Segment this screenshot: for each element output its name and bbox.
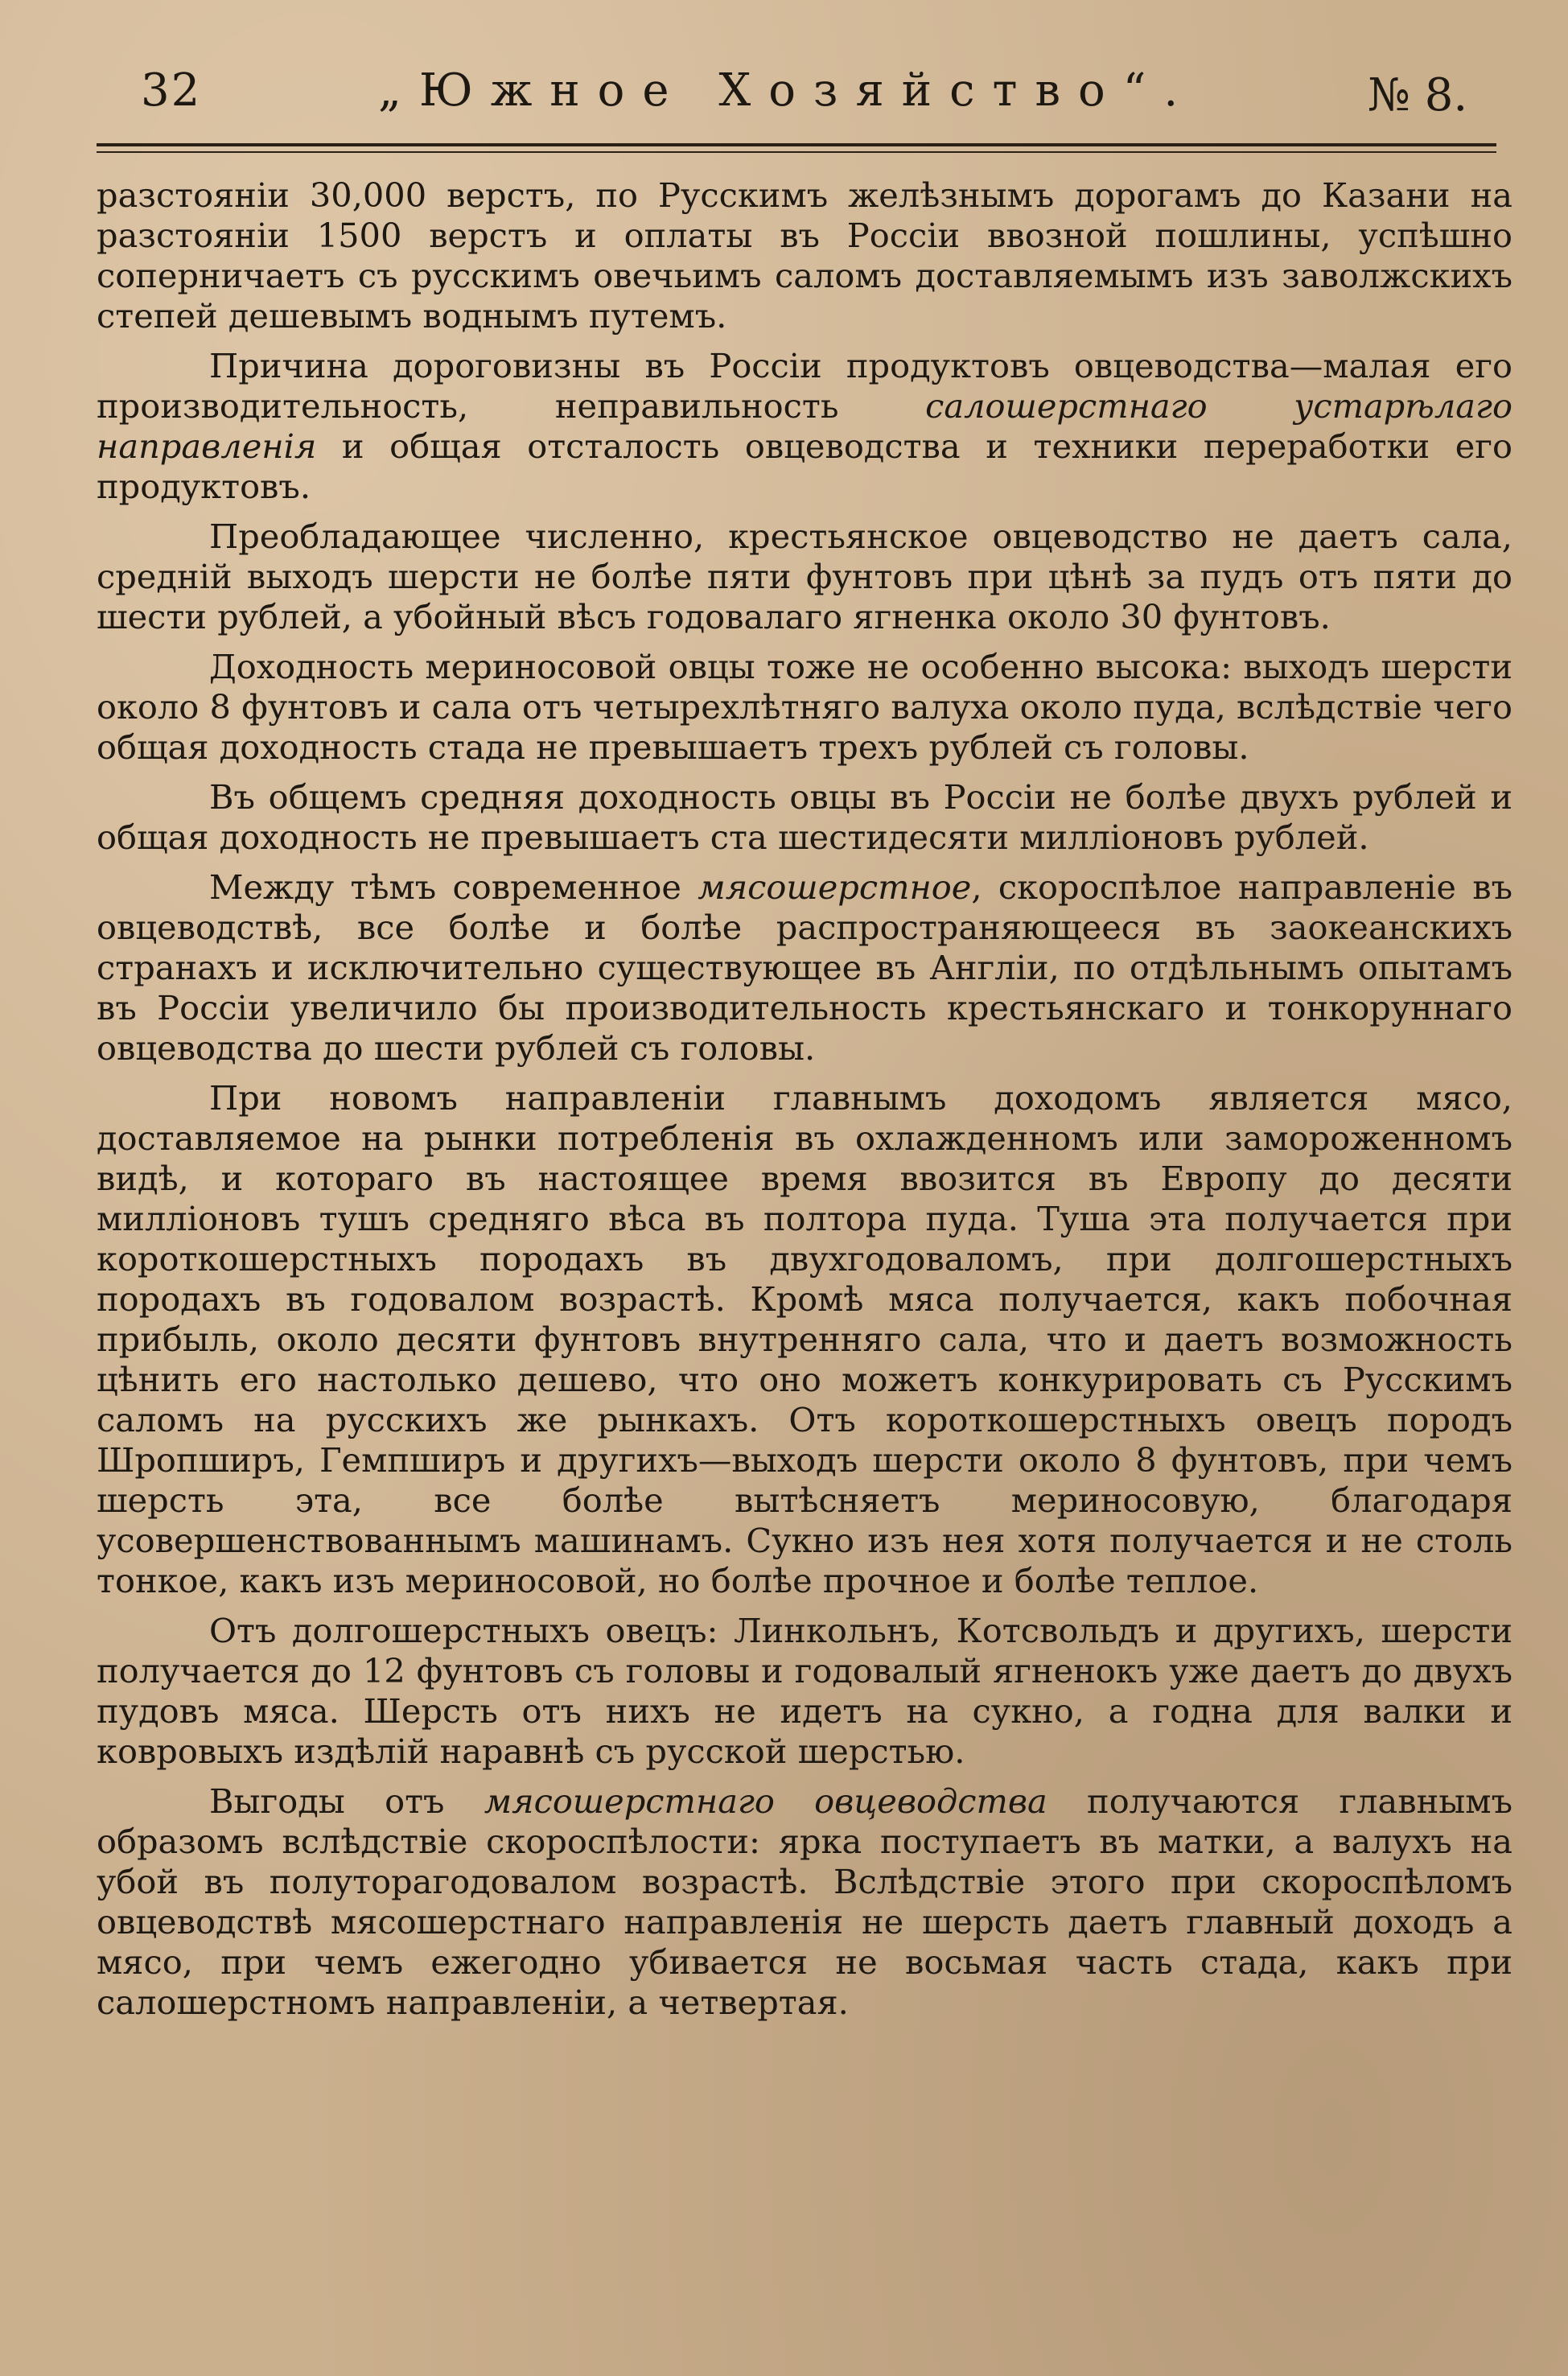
header-rule bbox=[97, 143, 1496, 146]
paragraph bbox=[97, 175, 1512, 336]
text-run: Доходность мериносовой овцы тоже не особенно высока: выходъ шерсти около 8 фунтовъ и сала отъ четырехлѣтняго валуха около пуда, вслѣдствіе чего общая доходность стада не превышаетъ трехъ рублей съ головы. bbox=[97, 647, 1512, 767]
text-run: Преобладающее численно, крестьянское овцеводство не даетъ сала, среднiй выходъ шерсти не болѣе пяти фунтовъ при цѣнѣ за пудъ отъ пяти до шести рублей, а убойный вѣсъ годовалаго ягненка около 30 фунтовъ. bbox=[97, 517, 1512, 636]
text-run: Въ общемъ средняя доходность овцы въ Россіи не болѣе двухъ рублей и общая доходность не превышаетъ ста шестидесяти милліоновъ рублей. bbox=[97, 777, 1512, 857]
paragraph bbox=[97, 346, 1512, 507]
paragraph bbox=[97, 867, 1512, 1069]
page-header bbox=[97, 48, 1496, 137]
paragraph bbox=[97, 1078, 1512, 1601]
article-body bbox=[97, 175, 1512, 2023]
journal-title: „Южное Хозяйство“. bbox=[378, 64, 1196, 117]
issue-number: № 8. bbox=[1368, 69, 1468, 121]
text-run: Выгоды отъ bbox=[209, 1781, 484, 1821]
text-run: и общая отсталость овцеводства и техники переработки его продуктовъ. bbox=[97, 426, 1512, 506]
paragraph bbox=[97, 1611, 1512, 1772]
paragraph bbox=[97, 517, 1512, 637]
text-run: Отъ долгошерстныхъ овецъ: Линкольнъ, Котсвольдъ и другихъ, шерсти получается до 12 фунтовъ съ головы и годовалый ягненокъ уже даетъ до двухъ пудовъ мяса. Шерсть отъ нихъ не идетъ на сукно, а годна для валки и ковровыхъ издѣлій наравнѣ съ русской шерстью. bbox=[97, 1611, 1512, 1771]
text-run: Между тѣмъ современное bbox=[209, 867, 698, 907]
italic-text: мясошерстнаго овцеводства bbox=[484, 1781, 1047, 1821]
text-run: получаются главнымъ образомъ вслѣдствіе скороспѣлости: ярка поступаетъ въ матки, а валухъ на убой въ полуторагодовалом возрастѣ. Вслѣдствіе этого при скороспѣломъ овцеводствѣ мясошерстнаго направленія не шерсть даетъ главный доходъ а мясо, при чемъ ежегодно убивается не восьмая часть стада, какъ при салошерстномъ направленіи, а четвертая. bbox=[97, 1781, 1512, 2022]
text-run: При новомъ направленіи главнымъ доходомъ является мясо, доставляемое на рынки потребленія въ охлажденномъ или замороженномъ видѣ, и котораго въ настоящее время ввозится въ Европу до десяти милліоновъ тушъ средняго вѣса въ полтора пуда. Туша эта получается при короткошерстныхъ породахъ въ двухгодоваломъ, при долгошерстныхъ породахъ въ годовалом возрастѣ. Кромѣ мяса получается, какъ побочная прибыль, около десяти фунтовъ внутренняго сала, что и даетъ возможность цѣнить его настолько дешево, что оно можетъ конкурировать съ Русскимъ саломъ на русскихъ же рынкахъ. Отъ короткошерстныхъ овецъ породъ Шропширъ, Гемпширъ и другихъ—выходъ шерсти около 8 фунтовъ, при чемъ шерсть эта, все болѣе вытѣсняетъ мериносовую, благодаря усовершенствованнымъ машинамъ. Сукно изъ нея хотя получается и не столь тонкое, какъ изъ мериносовой, но болѣе прочное и болѣе теплое. bbox=[97, 1078, 1512, 1600]
paragraph bbox=[97, 777, 1512, 858]
text-run: разстояніи 30,000 верстъ, по Русскимъ желѣзнымъ дорогамъ до Казани на разстояніи 1500 верстъ и оплаты въ Россіи ввозной пошлины, успѣшно соперничаетъ съ русскимъ овечьимъ саломъ доставляемымъ изъ заволжскихъ степей дешевымъ воднымъ путемъ. bbox=[97, 175, 1512, 336]
italic-text: салошерстнаго устарѣлаго направленія bbox=[97, 386, 1512, 466]
text-run: , скороспѣлое направленіе въ овцеводствѣ, все болѣе и болѣе распространяющееся въ заокеанскихъ странахъ и исключительно существующее въ Англіи, по отдѣльнымъ опытамъ въ Россіи увеличило бы производительность крестьянскаго и тонкоруннаго овцеводства до шести рублей съ головы. bbox=[97, 867, 1512, 1068]
paragraph bbox=[97, 1781, 1512, 2023]
text-run: Причина дороговизны въ Россіи продуктовъ овцеводства—малая его производительность, неправильность bbox=[97, 346, 1512, 426]
paragraph bbox=[97, 647, 1512, 768]
italic-text: мясошерстное bbox=[698, 867, 972, 907]
page-number: 32 bbox=[141, 64, 202, 117]
header-rule-thin bbox=[97, 151, 1496, 153]
